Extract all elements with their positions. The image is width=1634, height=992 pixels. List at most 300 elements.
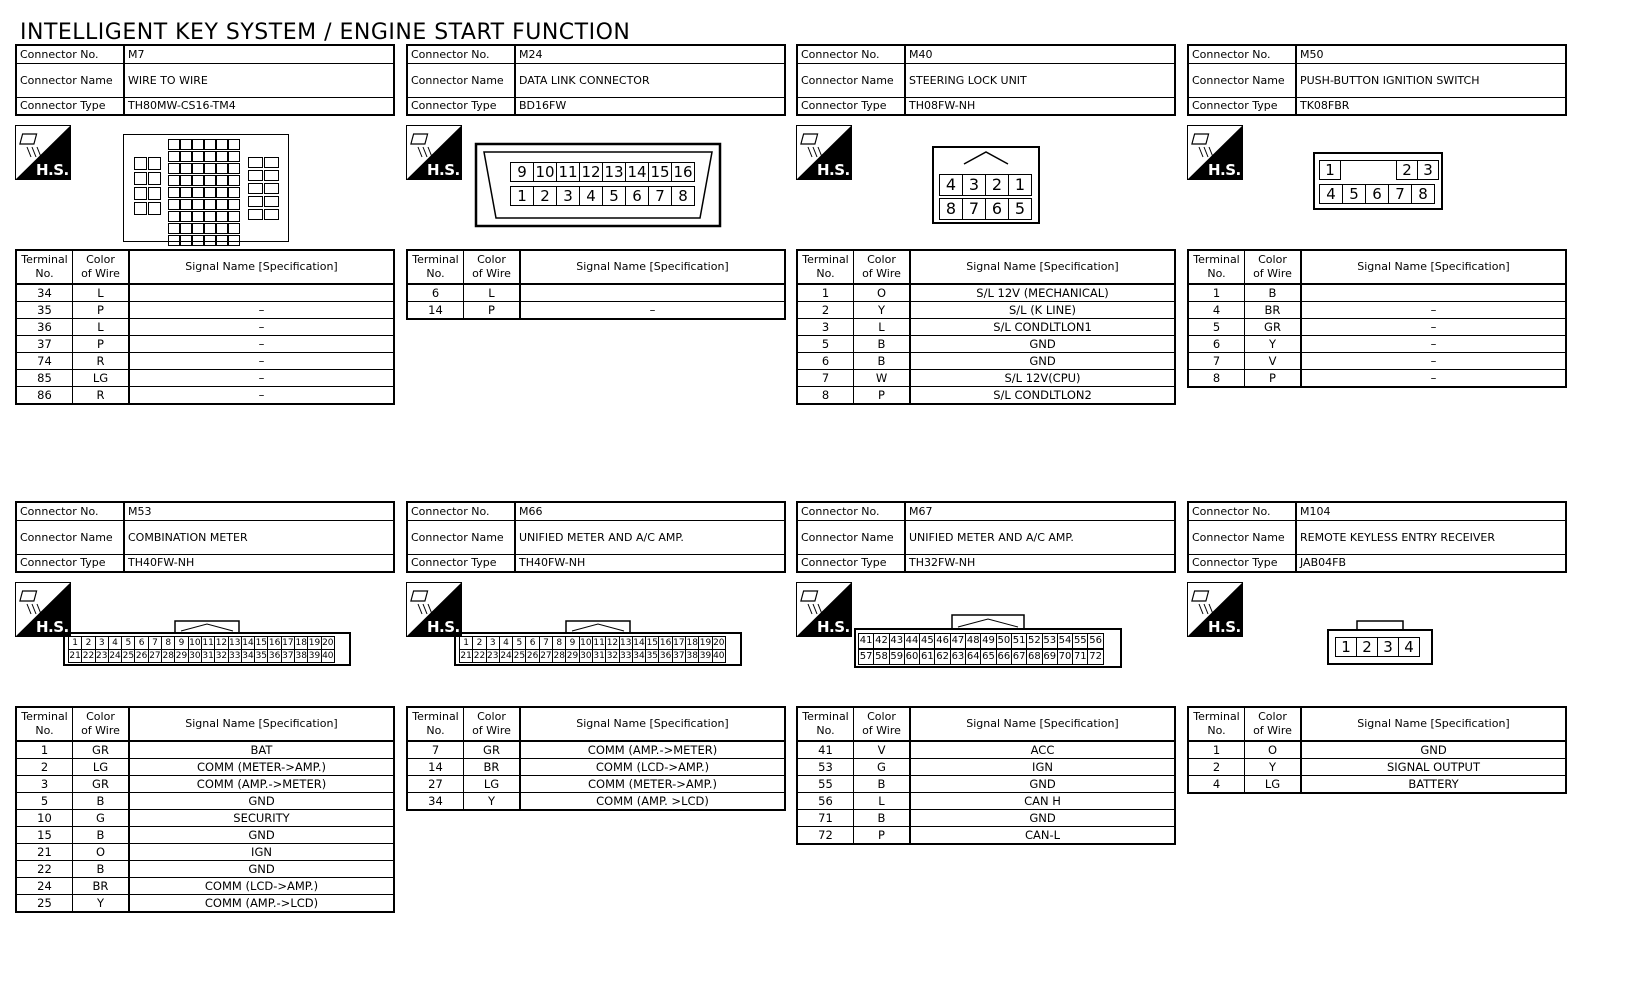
pin-cell: 8 bbox=[671, 186, 695, 206]
pin-row bbox=[1335, 637, 1419, 657]
pin-cell bbox=[192, 223, 204, 234]
pin-cell bbox=[168, 175, 180, 186]
signal-name-cell: – bbox=[129, 319, 394, 336]
connector-name-row bbox=[798, 521, 1174, 555]
connector-type-value: TK08FBR bbox=[1300, 99, 1350, 112]
signal-name-cell bbox=[520, 284, 785, 302]
table-row bbox=[407, 741, 785, 759]
terminal-table-header bbox=[407, 707, 785, 741]
pin-cell: 48 bbox=[965, 633, 981, 649]
pin-cell: 70 bbox=[1057, 649, 1073, 665]
wire-color-cell: B bbox=[73, 793, 130, 810]
pin-cell bbox=[180, 199, 192, 210]
table-row bbox=[407, 759, 785, 776]
connector-no-value: M67 bbox=[909, 505, 933, 518]
pin-cell bbox=[134, 202, 147, 215]
wire-color-cell: GR bbox=[1245, 319, 1302, 336]
connector-face-diagram bbox=[63, 619, 351, 667]
pin-cell: 39 bbox=[308, 651, 321, 661]
signal-name-cell: COMM (LCD->AMP.) bbox=[520, 759, 785, 776]
table-row bbox=[797, 741, 1175, 759]
signal-name-header: Signal Name [Specification] bbox=[1301, 250, 1566, 284]
pin-cell: 4 bbox=[108, 636, 122, 650]
wire-color-cell: B bbox=[854, 810, 911, 827]
pin-cell: 19 bbox=[308, 638, 321, 648]
pin-cell: 32 bbox=[606, 651, 619, 661]
signal-name-cell: – bbox=[129, 302, 394, 319]
pin-cell bbox=[168, 163, 180, 174]
pin-cell bbox=[192, 175, 204, 186]
table-row bbox=[1188, 302, 1566, 319]
terminal-table bbox=[1187, 249, 1567, 388]
pin-cell: 17 bbox=[673, 638, 685, 648]
table-row bbox=[797, 302, 1175, 319]
pin-cell: 14 bbox=[633, 638, 645, 648]
pin-cell: 18 bbox=[686, 638, 698, 648]
terminal-table bbox=[1187, 706, 1567, 794]
pin-cell: 25 bbox=[513, 651, 526, 661]
signal-name-cell: GND bbox=[129, 861, 394, 878]
pin-cell: 9 bbox=[510, 162, 534, 182]
pin-cell: 69 bbox=[1042, 649, 1058, 665]
pin-cell: 29 bbox=[175, 651, 188, 661]
terminal-table-header bbox=[407, 250, 785, 284]
pin-cell bbox=[248, 196, 263, 207]
wire-color-cell: B bbox=[1245, 284, 1302, 302]
table-row bbox=[1188, 759, 1566, 776]
table-row bbox=[16, 759, 394, 776]
wire-color-cell: O bbox=[73, 844, 130, 861]
hs-label: H.S. bbox=[36, 618, 69, 636]
pin-cell: 30 bbox=[580, 651, 592, 661]
terminal-no-cell: 3 bbox=[16, 776, 73, 793]
wire-color-cell: B bbox=[854, 776, 911, 793]
connector-name-value: UNIFIED METER AND A/C AMP. bbox=[909, 531, 1074, 544]
pin-cell: 2 bbox=[472, 636, 486, 650]
pin-row bbox=[68, 636, 334, 650]
connector-panel-m40 bbox=[796, 44, 1178, 484]
wire-color-cell: Y bbox=[1245, 759, 1302, 776]
pin-cell: 2 bbox=[533, 186, 557, 206]
terminal-table bbox=[406, 249, 786, 320]
color-of-wire-header bbox=[854, 250, 911, 284]
pin-cell: 8 bbox=[161, 636, 175, 650]
pin-cell: 9 bbox=[565, 636, 579, 650]
signal-name-cell: COMM (AMP.->METER) bbox=[129, 776, 394, 793]
pin-cell: 29 bbox=[566, 651, 579, 661]
pin-cell: 16 bbox=[659, 638, 672, 648]
signal-name-header: Signal Name [Specification] bbox=[520, 707, 785, 741]
terminal-table-header bbox=[1188, 707, 1566, 741]
pin-cell: 40 bbox=[322, 651, 334, 661]
signal-name-cell: GND bbox=[1301, 741, 1566, 759]
terminal-no-cell: 2 bbox=[1188, 759, 1245, 776]
pin-cell: 1 bbox=[459, 636, 473, 650]
wire-color-cell: GR bbox=[73, 776, 130, 793]
pin-cell: 12 bbox=[215, 638, 228, 648]
pin-row bbox=[68, 649, 334, 663]
connector-type-label: Connector Type bbox=[798, 98, 906, 114]
connector-no-label: Connector No. bbox=[408, 503, 516, 520]
pin-cell: 60 bbox=[904, 649, 920, 665]
pin-cell bbox=[204, 163, 216, 174]
pin-cell bbox=[180, 211, 192, 222]
connector-name-row bbox=[408, 521, 784, 555]
pin-cell: 30 bbox=[189, 651, 201, 661]
terminal-no-cell: 2 bbox=[16, 759, 73, 776]
signal-name-cell: – bbox=[129, 370, 394, 387]
table-row bbox=[1188, 776, 1566, 794]
connector-name-row bbox=[17, 64, 393, 98]
pin-cell bbox=[228, 223, 240, 234]
pin-cell bbox=[204, 139, 216, 150]
table-row bbox=[16, 861, 394, 878]
header-line: of Wire bbox=[1253, 267, 1292, 280]
color-of-wire-header bbox=[464, 250, 521, 284]
connector-no-label: Connector No. bbox=[17, 46, 125, 63]
pin-cell bbox=[168, 187, 180, 198]
pin-cell: 49 bbox=[980, 633, 996, 649]
connector-face-diagram bbox=[854, 613, 1122, 669]
pin-cell: 7 bbox=[539, 636, 553, 650]
terminal-no-cell: 6 bbox=[797, 353, 854, 370]
pin-row bbox=[1319, 184, 1434, 204]
header-line: Color bbox=[867, 253, 896, 266]
pin-cell: 47 bbox=[950, 633, 966, 649]
pin-cell: 5 bbox=[1342, 184, 1366, 204]
pin-row bbox=[939, 198, 1031, 220]
terminal-table bbox=[796, 706, 1176, 845]
signal-name-cell: S/L CONDLTLON1 bbox=[910, 319, 1175, 336]
pin-cell: 7 bbox=[962, 198, 986, 220]
connector-no-row bbox=[1189, 503, 1565, 521]
terminal-no-cell: 1 bbox=[797, 284, 854, 302]
pin-cell bbox=[204, 199, 216, 210]
pin-cell: 16 bbox=[671, 162, 695, 182]
wire-color-cell: R bbox=[73, 387, 130, 405]
signal-name-cell: GND bbox=[129, 793, 394, 810]
table-row bbox=[797, 759, 1175, 776]
pin-cell bbox=[248, 209, 263, 220]
terminal-no-cell: 74 bbox=[16, 353, 73, 370]
pin-cell: 5 bbox=[602, 186, 626, 206]
terminal-no-cell: 6 bbox=[407, 284, 464, 302]
hs-label: H.S. bbox=[36, 161, 69, 179]
table-row bbox=[16, 353, 394, 370]
connector-name-row bbox=[17, 521, 393, 555]
pin-cell: 5 bbox=[121, 636, 135, 650]
pin-cell: 6 bbox=[625, 186, 649, 206]
pin-cell: 28 bbox=[553, 651, 565, 661]
pin-cell: 27 bbox=[540, 651, 552, 661]
pin-cell bbox=[148, 202, 161, 215]
terminal-no-cell: 1 bbox=[1188, 284, 1245, 302]
pin-cell: 24 bbox=[109, 651, 121, 661]
pin-cell: 26 bbox=[135, 651, 148, 661]
terminal-no-cell: 56 bbox=[797, 793, 854, 810]
table-row bbox=[16, 844, 394, 861]
connector-type-label: Connector Type bbox=[17, 98, 125, 114]
pin-cell bbox=[192, 235, 204, 246]
pin-cell: 10 bbox=[189, 638, 201, 648]
header-line: of Wire bbox=[862, 267, 901, 280]
pin-cell: 15 bbox=[646, 638, 659, 648]
pin-cell bbox=[168, 223, 180, 234]
table-row bbox=[16, 284, 394, 302]
pin-cell bbox=[204, 235, 216, 246]
pin-cell: 66 bbox=[996, 649, 1012, 665]
terminal-no-cell: 53 bbox=[797, 759, 854, 776]
signal-name-header: Signal Name [Specification] bbox=[129, 250, 394, 284]
wire-color-cell: BR bbox=[464, 759, 521, 776]
signal-name-cell: – bbox=[129, 387, 394, 405]
color-of-wire-header bbox=[854, 707, 911, 741]
pin-cell: 41 bbox=[858, 633, 874, 649]
connector-name-row bbox=[408, 64, 784, 98]
connector-no-value: M7 bbox=[128, 48, 145, 61]
connector-no-value: M40 bbox=[909, 48, 933, 61]
table-row bbox=[16, 302, 394, 319]
pin-cell: 72 bbox=[1087, 649, 1103, 665]
connector-type-row bbox=[798, 98, 1174, 114]
pin-grid-right bbox=[248, 157, 278, 220]
pin-cell bbox=[264, 157, 279, 168]
connector-no-value: M24 bbox=[519, 48, 543, 61]
table-row bbox=[1188, 336, 1566, 353]
pin-cell: 52 bbox=[1026, 633, 1042, 649]
pin-cell: 35 bbox=[646, 651, 659, 661]
terminal-no-cell: 24 bbox=[16, 878, 73, 895]
header-line: No. bbox=[35, 267, 54, 280]
wire-color-cell: L bbox=[73, 319, 130, 336]
terminal-no-cell: 14 bbox=[407, 302, 464, 320]
dlc-outline bbox=[466, 140, 722, 230]
pin-cell bbox=[180, 163, 192, 174]
wire-color-cell: V bbox=[854, 741, 911, 759]
terminal-no-cell: 37 bbox=[16, 336, 73, 353]
terminal-no-cell: 10 bbox=[16, 810, 73, 827]
connector-info-table bbox=[406, 44, 786, 116]
table-row bbox=[797, 387, 1175, 405]
wire-color-cell: V bbox=[1245, 353, 1302, 370]
pin-cell: 11 bbox=[556, 162, 580, 182]
connector-type-label: Connector Type bbox=[408, 555, 516, 571]
connector-name-label: Connector Name bbox=[798, 64, 906, 97]
terminal-no-cell: 5 bbox=[797, 336, 854, 353]
connector-type-label: Connector Type bbox=[1189, 555, 1297, 571]
pin-cell: 4 bbox=[939, 174, 963, 196]
wire-color-cell: BR bbox=[1245, 302, 1302, 319]
pin-cell: 14 bbox=[242, 638, 254, 648]
wire-color-cell: O bbox=[854, 284, 911, 302]
connector-name-label: Connector Name bbox=[1189, 521, 1297, 554]
terminal-no-cell: 36 bbox=[16, 319, 73, 336]
pin-cell: 22 bbox=[82, 651, 95, 661]
connector-face-diagram bbox=[1313, 152, 1443, 210]
terminal-no-cell: 22 bbox=[16, 861, 73, 878]
header-line: of Wire bbox=[472, 267, 511, 280]
wire-color-cell: L bbox=[73, 284, 130, 302]
pin-cell bbox=[216, 151, 228, 162]
signal-name-cell bbox=[129, 284, 394, 302]
pin-cell bbox=[248, 170, 263, 181]
pin-cell bbox=[204, 211, 216, 222]
connector-panel-m24 bbox=[406, 44, 788, 484]
pin-cell: 58 bbox=[873, 649, 889, 665]
signal-name-cell: S/L 12V (MECHANICAL) bbox=[910, 284, 1175, 302]
wire-color-cell: L bbox=[464, 284, 521, 302]
color-of-wire-header bbox=[1245, 250, 1302, 284]
pin-cell: 36 bbox=[268, 651, 281, 661]
pin-cell: 6 bbox=[525, 636, 539, 650]
terminal-table bbox=[15, 249, 395, 405]
hs-label: H.S. bbox=[817, 618, 850, 636]
table-row bbox=[16, 319, 394, 336]
connector-type-value: TH08FW-NH bbox=[909, 99, 976, 112]
wire-color-cell: L bbox=[854, 319, 911, 336]
pin-cell bbox=[216, 139, 228, 150]
pin-cell: 46 bbox=[934, 633, 950, 649]
pin-cell: 35 bbox=[255, 651, 268, 661]
connector-type-label: Connector Type bbox=[17, 555, 125, 571]
terminal-no-header bbox=[407, 707, 464, 741]
terminal-no-cell: 15 bbox=[16, 827, 73, 844]
pin-cell bbox=[228, 199, 240, 210]
connector-panel-m104 bbox=[1187, 501, 1569, 941]
pin-cell bbox=[216, 223, 228, 234]
table-row bbox=[407, 793, 785, 811]
pin-cell: 38 bbox=[295, 651, 307, 661]
wire-color-cell: R bbox=[73, 353, 130, 370]
pin-cell: 21 bbox=[460, 651, 472, 661]
pin-cell: 4 bbox=[579, 186, 603, 206]
connector-type-label: Connector Type bbox=[1189, 98, 1297, 114]
pin-cell: 12 bbox=[606, 638, 619, 648]
connector-info-table bbox=[1187, 501, 1567, 573]
pin-cell: 8 bbox=[939, 198, 963, 220]
pin-cell bbox=[134, 172, 147, 185]
table-row bbox=[16, 776, 394, 793]
connector-no-value: M104 bbox=[1300, 505, 1331, 518]
table-row bbox=[16, 810, 394, 827]
pin-cell: 43 bbox=[889, 633, 905, 649]
pin-cell: 2 bbox=[1396, 160, 1418, 180]
terminal-no-header bbox=[16, 707, 73, 741]
pin-cell: 64 bbox=[965, 649, 981, 665]
pin-cell: 68 bbox=[1026, 649, 1042, 665]
pin-cell: 10 bbox=[533, 162, 557, 182]
connector-type-row bbox=[408, 98, 784, 114]
key-slot bbox=[1340, 160, 1396, 180]
header-line: Color bbox=[477, 253, 506, 266]
hs-label: H.S. bbox=[1208, 161, 1241, 179]
pin-cell: 54 bbox=[1057, 633, 1073, 649]
wire-color-cell: G bbox=[854, 759, 911, 776]
connector-name-value: REMOTE KEYLESS ENTRY RECEIVER bbox=[1300, 531, 1495, 544]
connector-name-row bbox=[798, 64, 1174, 98]
wire-color-cell: L bbox=[854, 793, 911, 810]
connector-no-label: Connector No. bbox=[1189, 503, 1297, 520]
terminal-no-cell: 34 bbox=[16, 284, 73, 302]
signal-name-cell: GND bbox=[910, 353, 1175, 370]
signal-name-cell: – bbox=[520, 302, 785, 320]
pin-cell bbox=[192, 163, 204, 174]
pin-cell bbox=[228, 151, 240, 162]
header-line: Color bbox=[86, 253, 115, 266]
table-row bbox=[1188, 284, 1566, 302]
pin-cell bbox=[248, 183, 263, 194]
hs-label: H.S. bbox=[1208, 618, 1241, 636]
pin-cell: 18 bbox=[295, 638, 307, 648]
wire-color-cell: LG bbox=[73, 759, 130, 776]
wire-color-cell: P bbox=[73, 336, 130, 353]
header-line: Terminal bbox=[21, 253, 68, 266]
pin-cell: 56 bbox=[1087, 633, 1103, 649]
pin-cell bbox=[180, 151, 192, 162]
signal-name-cell: CAN-L bbox=[910, 827, 1175, 845]
pin-cell: 2 bbox=[1356, 637, 1378, 657]
pin-cell: 61 bbox=[919, 649, 935, 665]
connector-info-table bbox=[15, 501, 395, 573]
terminal-no-cell: 34 bbox=[407, 793, 464, 811]
pin-cell: 7 bbox=[148, 636, 162, 650]
pin-cell: 4 bbox=[1398, 637, 1420, 657]
connector-no-label: Connector No. bbox=[17, 503, 125, 520]
page-title: INTELLIGENT KEY SYSTEM / ENGINE START FUNCTION bbox=[20, 20, 631, 45]
pin-cell bbox=[264, 170, 279, 181]
connector-type-value: TH40FW-NH bbox=[128, 556, 195, 569]
header-line: Color bbox=[86, 710, 115, 723]
pin-cell: 8 bbox=[1411, 184, 1435, 204]
pin-row bbox=[1319, 160, 1438, 180]
pin-cell: 3 bbox=[556, 186, 580, 206]
pin-cell bbox=[228, 139, 240, 150]
wire-color-cell: B bbox=[854, 353, 911, 370]
wire-color-cell: Y bbox=[1245, 336, 1302, 353]
wire-color-cell: GR bbox=[464, 741, 521, 759]
wire-color-cell: P bbox=[854, 827, 911, 845]
table-row bbox=[16, 793, 394, 810]
pin-cell: 13 bbox=[619, 638, 632, 648]
connector-name-label: Connector Name bbox=[798, 521, 906, 554]
signal-name-cell: – bbox=[129, 336, 394, 353]
table-row bbox=[1188, 319, 1566, 336]
pin-cell: 31 bbox=[593, 651, 605, 661]
pin-cell: 6 bbox=[134, 636, 148, 650]
pin-row bbox=[858, 649, 1103, 665]
connector-type-label: Connector Type bbox=[798, 555, 906, 571]
terminal-table-header bbox=[797, 707, 1175, 741]
signal-name-cell: – bbox=[1301, 353, 1566, 370]
header-line: No. bbox=[1207, 724, 1226, 737]
pin-cell: 16 bbox=[268, 638, 281, 648]
terminal-no-cell: 1 bbox=[1188, 741, 1245, 759]
terminal-no-cell: 3 bbox=[797, 319, 854, 336]
signal-name-cell: – bbox=[1301, 319, 1566, 336]
pin-row bbox=[858, 633, 1103, 649]
connector-face-diagram bbox=[454, 619, 742, 667]
wire-color-cell: P bbox=[1245, 370, 1302, 388]
pin-cell bbox=[248, 157, 263, 168]
terminal-no-header bbox=[407, 250, 464, 284]
header-line: No. bbox=[816, 724, 835, 737]
pin-cell bbox=[180, 187, 192, 198]
pin-cell bbox=[148, 172, 161, 185]
header-line: No. bbox=[426, 267, 445, 280]
connector-no-value: M53 bbox=[128, 505, 152, 518]
terminal-no-cell: 6 bbox=[1188, 336, 1245, 353]
terminal-no-header bbox=[797, 250, 854, 284]
